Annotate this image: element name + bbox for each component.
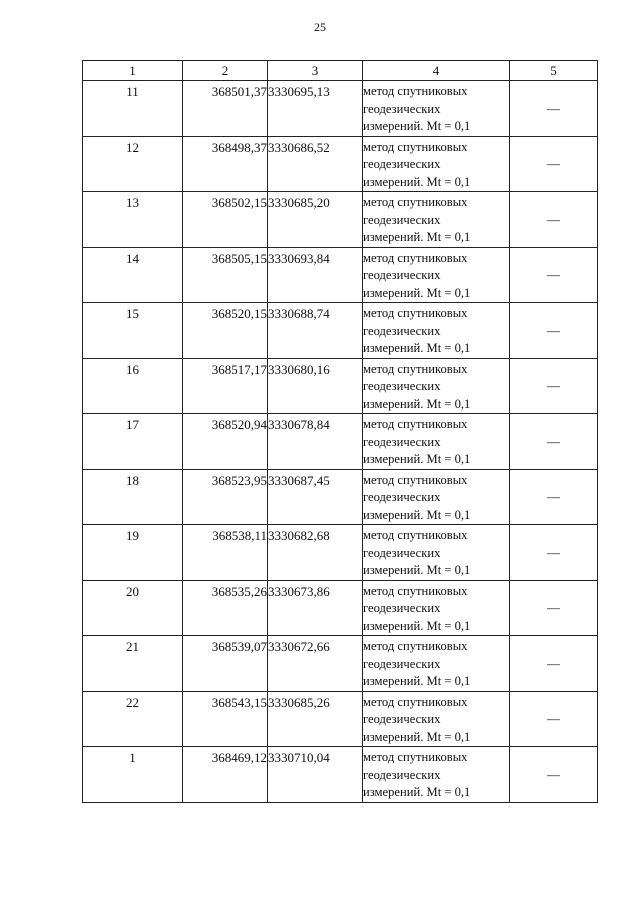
- method-line: геодезических: [363, 101, 441, 116]
- y-coordinate-cell: 3330685,26: [268, 691, 363, 747]
- method-line: измерений. Mt = 0,1: [363, 285, 471, 300]
- x-coordinate-cell: 368469,12: [183, 747, 268, 803]
- method-line: геодезических: [363, 490, 441, 504]
- point-number-cell: 14: [83, 247, 183, 303]
- method-line: геодезических: [363, 434, 441, 449]
- point-number-cell: 22: [83, 691, 183, 747]
- method-cell: [363, 247, 510, 303]
- note-dash-cell: —: [510, 747, 598, 803]
- method-line: геодезических: [363, 212, 441, 227]
- y-coordinate-cell: 3330710,04: [268, 747, 363, 803]
- table-row: [83, 247, 598, 303]
- y-coordinate-cell: 3330687,45: [268, 469, 363, 525]
- table-row: [83, 192, 598, 248]
- method-line: геодезических: [363, 157, 441, 171]
- method-cell: [363, 747, 510, 803]
- method-line: измерений. Mt = 0,1: [363, 230, 471, 244]
- table-row: [83, 747, 598, 803]
- table-body: [83, 81, 598, 803]
- method-cell: [363, 192, 510, 248]
- x-coordinate-cell: 368520,94: [183, 414, 268, 470]
- method-line: геодезических: [363, 379, 441, 393]
- point-number-cell: 18: [83, 469, 183, 525]
- point-number-cell: 12: [83, 136, 183, 192]
- method-cell: [363, 636, 510, 692]
- method-line: геодезических: [363, 545, 441, 560]
- point-number-cell: 20: [83, 580, 183, 636]
- note-dash-cell: —: [510, 303, 598, 359]
- x-coordinate-cell: 368517,17: [183, 358, 268, 414]
- y-coordinate-cell: 3330672,66: [268, 636, 363, 692]
- method-line: метод спутниковых: [363, 250, 468, 265]
- x-coordinate-cell: 368538,11: [183, 525, 268, 581]
- note-dash-cell: —: [510, 580, 598, 636]
- method-line: метод спутниковых: [363, 694, 468, 709]
- note-dash-cell: —: [510, 81, 598, 137]
- method-line: геодезических: [363, 268, 441, 282]
- method-line: метод спутниковых: [363, 139, 468, 154]
- method-line: метод спутниковых: [363, 84, 468, 98]
- method-line: метод спутниковых: [363, 583, 468, 598]
- method-cell: [363, 303, 510, 359]
- method-line: геодезических: [363, 601, 441, 615]
- method-line: измерений. Mt = 0,1: [363, 785, 471, 799]
- method-line: измерений. Mt = 0,1: [363, 507, 471, 522]
- x-coordinate-cell: 368501,37: [183, 81, 268, 137]
- table-row: [83, 136, 598, 192]
- note-dash-cell: —: [510, 192, 598, 248]
- header-col-1: 1: [83, 61, 183, 81]
- table-row: [83, 414, 598, 470]
- note-dash-cell: —: [510, 525, 598, 581]
- method-cell: [363, 414, 510, 470]
- method-line: геодезических: [363, 323, 441, 338]
- x-coordinate-cell: 368543,15: [183, 691, 268, 747]
- y-coordinate-cell: 3330693,84: [268, 247, 363, 303]
- point-number-cell: 13: [83, 192, 183, 248]
- table-row: [83, 636, 598, 692]
- note-dash-cell: —: [510, 358, 598, 414]
- point-number-cell: 15: [83, 303, 183, 359]
- point-number-cell: 19: [83, 525, 183, 581]
- method-cell: [363, 580, 510, 636]
- method-line: метод спутниковых: [363, 195, 468, 209]
- header-col-4: 4: [363, 61, 510, 81]
- x-coordinate-cell: 368523,95: [183, 469, 268, 525]
- method-line: метод спутниковых: [363, 417, 468, 431]
- table-row: [83, 358, 598, 414]
- table-row: [83, 469, 598, 525]
- method-line: измерений. Mt = 0,1: [363, 618, 471, 633]
- note-dash-cell: —: [510, 136, 598, 192]
- table-row: [83, 580, 598, 636]
- point-number-cell: 17: [83, 414, 183, 470]
- point-number-cell: 16: [83, 358, 183, 414]
- method-line: измерений. Mt = 0,1: [363, 452, 471, 466]
- method-line: измерений. Mt = 0,1: [363, 396, 471, 411]
- method-line: геодезических: [363, 656, 441, 671]
- x-coordinate-cell: 368539,07: [183, 636, 268, 692]
- method-line: метод спутниковых: [363, 472, 468, 487]
- method-line: метод спутниковых: [363, 639, 468, 653]
- note-dash-cell: —: [510, 247, 598, 303]
- method-line: измерений. Mt = 0,1: [363, 341, 471, 355]
- method-line: измерений. Mt = 0,1: [363, 729, 471, 744]
- table-header: [83, 61, 598, 81]
- x-coordinate-cell: 368505,15: [183, 247, 268, 303]
- method-line: измерений. Mt = 0,1: [363, 174, 471, 189]
- point-number-cell: 1: [83, 747, 183, 803]
- y-coordinate-cell: 3330673,86: [268, 580, 363, 636]
- coordinates-table: [82, 60, 598, 803]
- y-coordinate-cell: 3330688,74: [268, 303, 363, 359]
- method-cell: [363, 81, 510, 137]
- method-line: измерений. Mt = 0,1: [363, 674, 471, 688]
- header-row: [83, 61, 598, 81]
- x-coordinate-cell: 368520,15: [183, 303, 268, 359]
- y-coordinate-cell: 3330680,16: [268, 358, 363, 414]
- header-col-5: 5: [510, 61, 598, 81]
- method-line: метод спутниковых: [363, 750, 468, 764]
- note-dash-cell: —: [510, 414, 598, 470]
- method-line: геодезических: [363, 712, 441, 726]
- method-cell: [363, 136, 510, 192]
- point-number-cell: 21: [83, 636, 183, 692]
- method-cell: [363, 358, 510, 414]
- x-coordinate-cell: 368535,26: [183, 580, 268, 636]
- header-col-2: 2: [183, 61, 268, 81]
- method-line: метод спутниковых: [363, 528, 468, 542]
- method-line: геодезических: [363, 767, 441, 782]
- point-number-cell: 11: [83, 81, 183, 137]
- method-cell: [363, 691, 510, 747]
- method-line: измерений. Mt = 0,1: [363, 563, 471, 577]
- note-dash-cell: —: [510, 469, 598, 525]
- x-coordinate-cell: 368502,15: [183, 192, 268, 248]
- method-line: метод спутниковых: [363, 361, 468, 376]
- x-coordinate-cell: 368498,37: [183, 136, 268, 192]
- method-line: метод спутниковых: [363, 306, 468, 320]
- y-coordinate-cell: 3330685,20: [268, 192, 363, 248]
- note-dash-cell: —: [510, 691, 598, 747]
- y-coordinate-cell: 3330695,13: [268, 81, 363, 137]
- note-dash-cell: —: [510, 636, 598, 692]
- method-cell: [363, 469, 510, 525]
- y-coordinate-cell: 3330678,84: [268, 414, 363, 470]
- header-col-3: 3: [268, 61, 363, 81]
- table-row: [83, 525, 598, 581]
- table-row: [83, 303, 598, 359]
- y-coordinate-cell: 3330682,68: [268, 525, 363, 581]
- table-row: [83, 81, 598, 137]
- page-number: 25: [314, 20, 326, 34]
- table-row: [83, 691, 598, 747]
- y-coordinate-cell: 3330686,52: [268, 136, 363, 192]
- method-line: измерений. Mt = 0,1: [363, 119, 471, 133]
- method-cell: [363, 525, 510, 581]
